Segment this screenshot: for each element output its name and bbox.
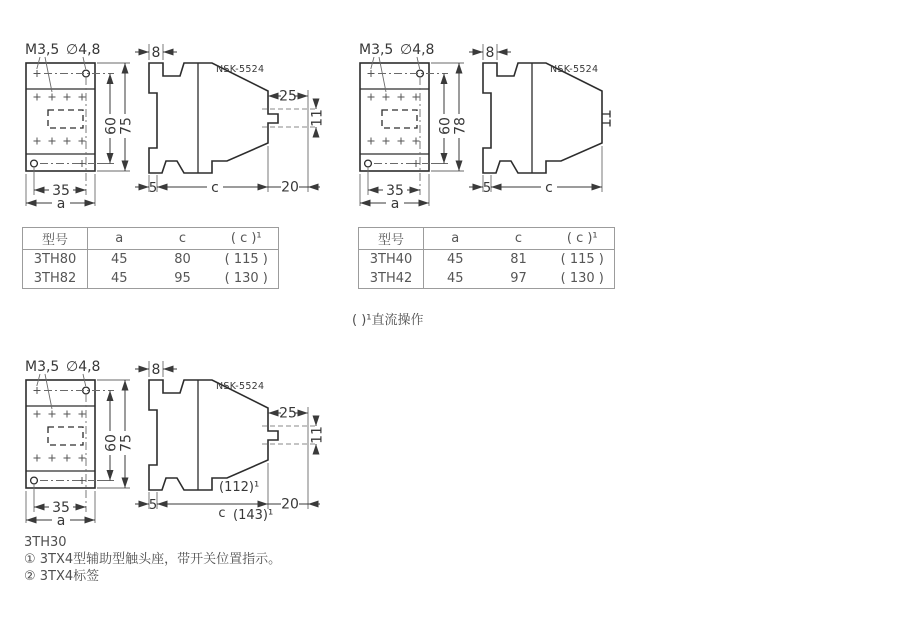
coil-window-dashed: [48, 427, 83, 445]
dim-8: 8: [485, 45, 495, 61]
coil-window-dashed: [382, 110, 417, 128]
caption-title: 3TH30: [24, 535, 67, 550]
cell-c: 95: [174, 271, 191, 286]
dim-25: 25: [279, 88, 297, 105]
column-header-c-dc: ( c )¹: [551, 228, 615, 250]
dim-c: c: [545, 180, 553, 196]
front-view-3th40: [359, 42, 469, 212]
dim-60: 60: [103, 117, 120, 135]
cell-a: 45: [110, 252, 128, 267]
table-header-row: [359, 228, 615, 250]
dim-78: 78: [452, 117, 469, 135]
hole-diameter-label: ∅4,8: [66, 359, 101, 375]
column-header-a: a: [424, 228, 487, 250]
cell-a: 45: [446, 252, 464, 267]
mounting-hole: [31, 160, 38, 167]
table-row: [359, 269, 615, 289]
dim-5: 5: [482, 181, 492, 196]
cell-c: 97: [510, 271, 527, 286]
dim-a: a: [390, 196, 400, 212]
dim-60: 60: [437, 117, 454, 135]
cell-model: 3TH40: [359, 250, 424, 270]
terminal-cross-marks: [34, 387, 86, 484]
diagram-3th40-3th42: [359, 42, 610, 212]
dim-20: 20: [281, 179, 299, 196]
hole-diameter-label: ∅4,8: [400, 42, 435, 58]
coil-window-dashed: [48, 110, 83, 128]
front-view-3th80: [25, 42, 135, 212]
terminal-cross-marks: [34, 70, 86, 167]
dim-75: 75: [118, 117, 135, 135]
dim-8: 8: [151, 45, 161, 61]
dim-35: 35: [52, 500, 70, 516]
thread-size-label: M3,5: [359, 42, 394, 58]
dim-a: a: [56, 196, 66, 212]
dim-35: 35: [52, 183, 70, 199]
dim-a: a: [56, 513, 66, 529]
dimension-table-3th80-3th82: [22, 227, 279, 289]
column-header-model: 型号: [23, 228, 88, 250]
thread-size-label: M3,5: [25, 42, 60, 58]
diagram-3th80-3th82: [25, 42, 326, 212]
mounting-hole: [365, 160, 372, 167]
product-code-label: NSK-5524: [550, 64, 599, 75]
dimension-table-3th40-3th42: [358, 227, 615, 289]
cell-c-dc: ( 115 ): [560, 252, 604, 267]
dim-c: c: [218, 506, 226, 521]
caption-3th30: [24, 534, 281, 585]
dim-5: 5: [148, 181, 158, 196]
dim-20: 20: [281, 496, 299, 513]
dim-25: 25: [279, 405, 297, 422]
product-code-label: NSK-5524: [216, 64, 265, 75]
diagram-3th30: [25, 359, 326, 529]
thread-size-label: M3,5: [25, 359, 60, 375]
caption-note-2: ② 3TX4标签: [24, 569, 100, 584]
dim-5: 5: [148, 498, 158, 513]
dim-60: 60: [103, 434, 120, 452]
cell-model: 3TH80: [23, 250, 88, 270]
product-code-label: NSK-5524: [216, 381, 265, 392]
side-view-3th40: [469, 44, 610, 196]
cell-c-dc: ( 115 ): [224, 252, 268, 267]
dim-11: 11: [309, 426, 326, 444]
column-header-c: c: [487, 228, 551, 250]
column-header-c: c: [151, 228, 215, 250]
cell-a: 45: [110, 271, 128, 286]
table-row: [23, 269, 279, 289]
caption-note-1: ① 3TX4型辅助型触头座，带开关位置指示。: [24, 552, 282, 567]
terminal-cross-marks: [368, 70, 420, 167]
table-row: [359, 250, 615, 270]
side-view-3th80: [135, 44, 326, 196]
dc-operation-footnote: ( )¹直流操作: [352, 313, 424, 328]
hole-diameter-label: ∅4,8: [66, 42, 101, 58]
cell-c-dc: ( 130 ): [560, 271, 604, 286]
front-view-3th30: [25, 359, 135, 529]
table-header-row: [23, 228, 279, 250]
column-header-c-dc: ( c )¹: [215, 228, 279, 250]
terminal-pins: [602, 111, 610, 127]
cell-c: 80: [174, 252, 191, 267]
cell-model: 3TH82: [23, 269, 88, 289]
column-header-model: 型号: [359, 228, 424, 250]
mounting-hole: [31, 477, 38, 484]
dim-c-dc-below: (143)¹: [233, 508, 274, 523]
table-row: [23, 250, 279, 270]
dim-c: c: [211, 180, 219, 196]
side-view-3th30: [135, 361, 326, 523]
cell-model: 3TH42: [359, 269, 424, 289]
column-header-a: a: [88, 228, 151, 250]
dim-c-dc-above: (112)¹: [219, 480, 260, 495]
cell-a: 45: [446, 271, 464, 286]
dim-8: 8: [151, 362, 161, 378]
cell-c: 81: [510, 252, 527, 267]
cell-c-dc: ( 130 ): [224, 271, 268, 286]
dim-75: 75: [118, 434, 135, 452]
dim-35: 35: [386, 183, 404, 199]
dim-11: 11: [309, 109, 326, 127]
